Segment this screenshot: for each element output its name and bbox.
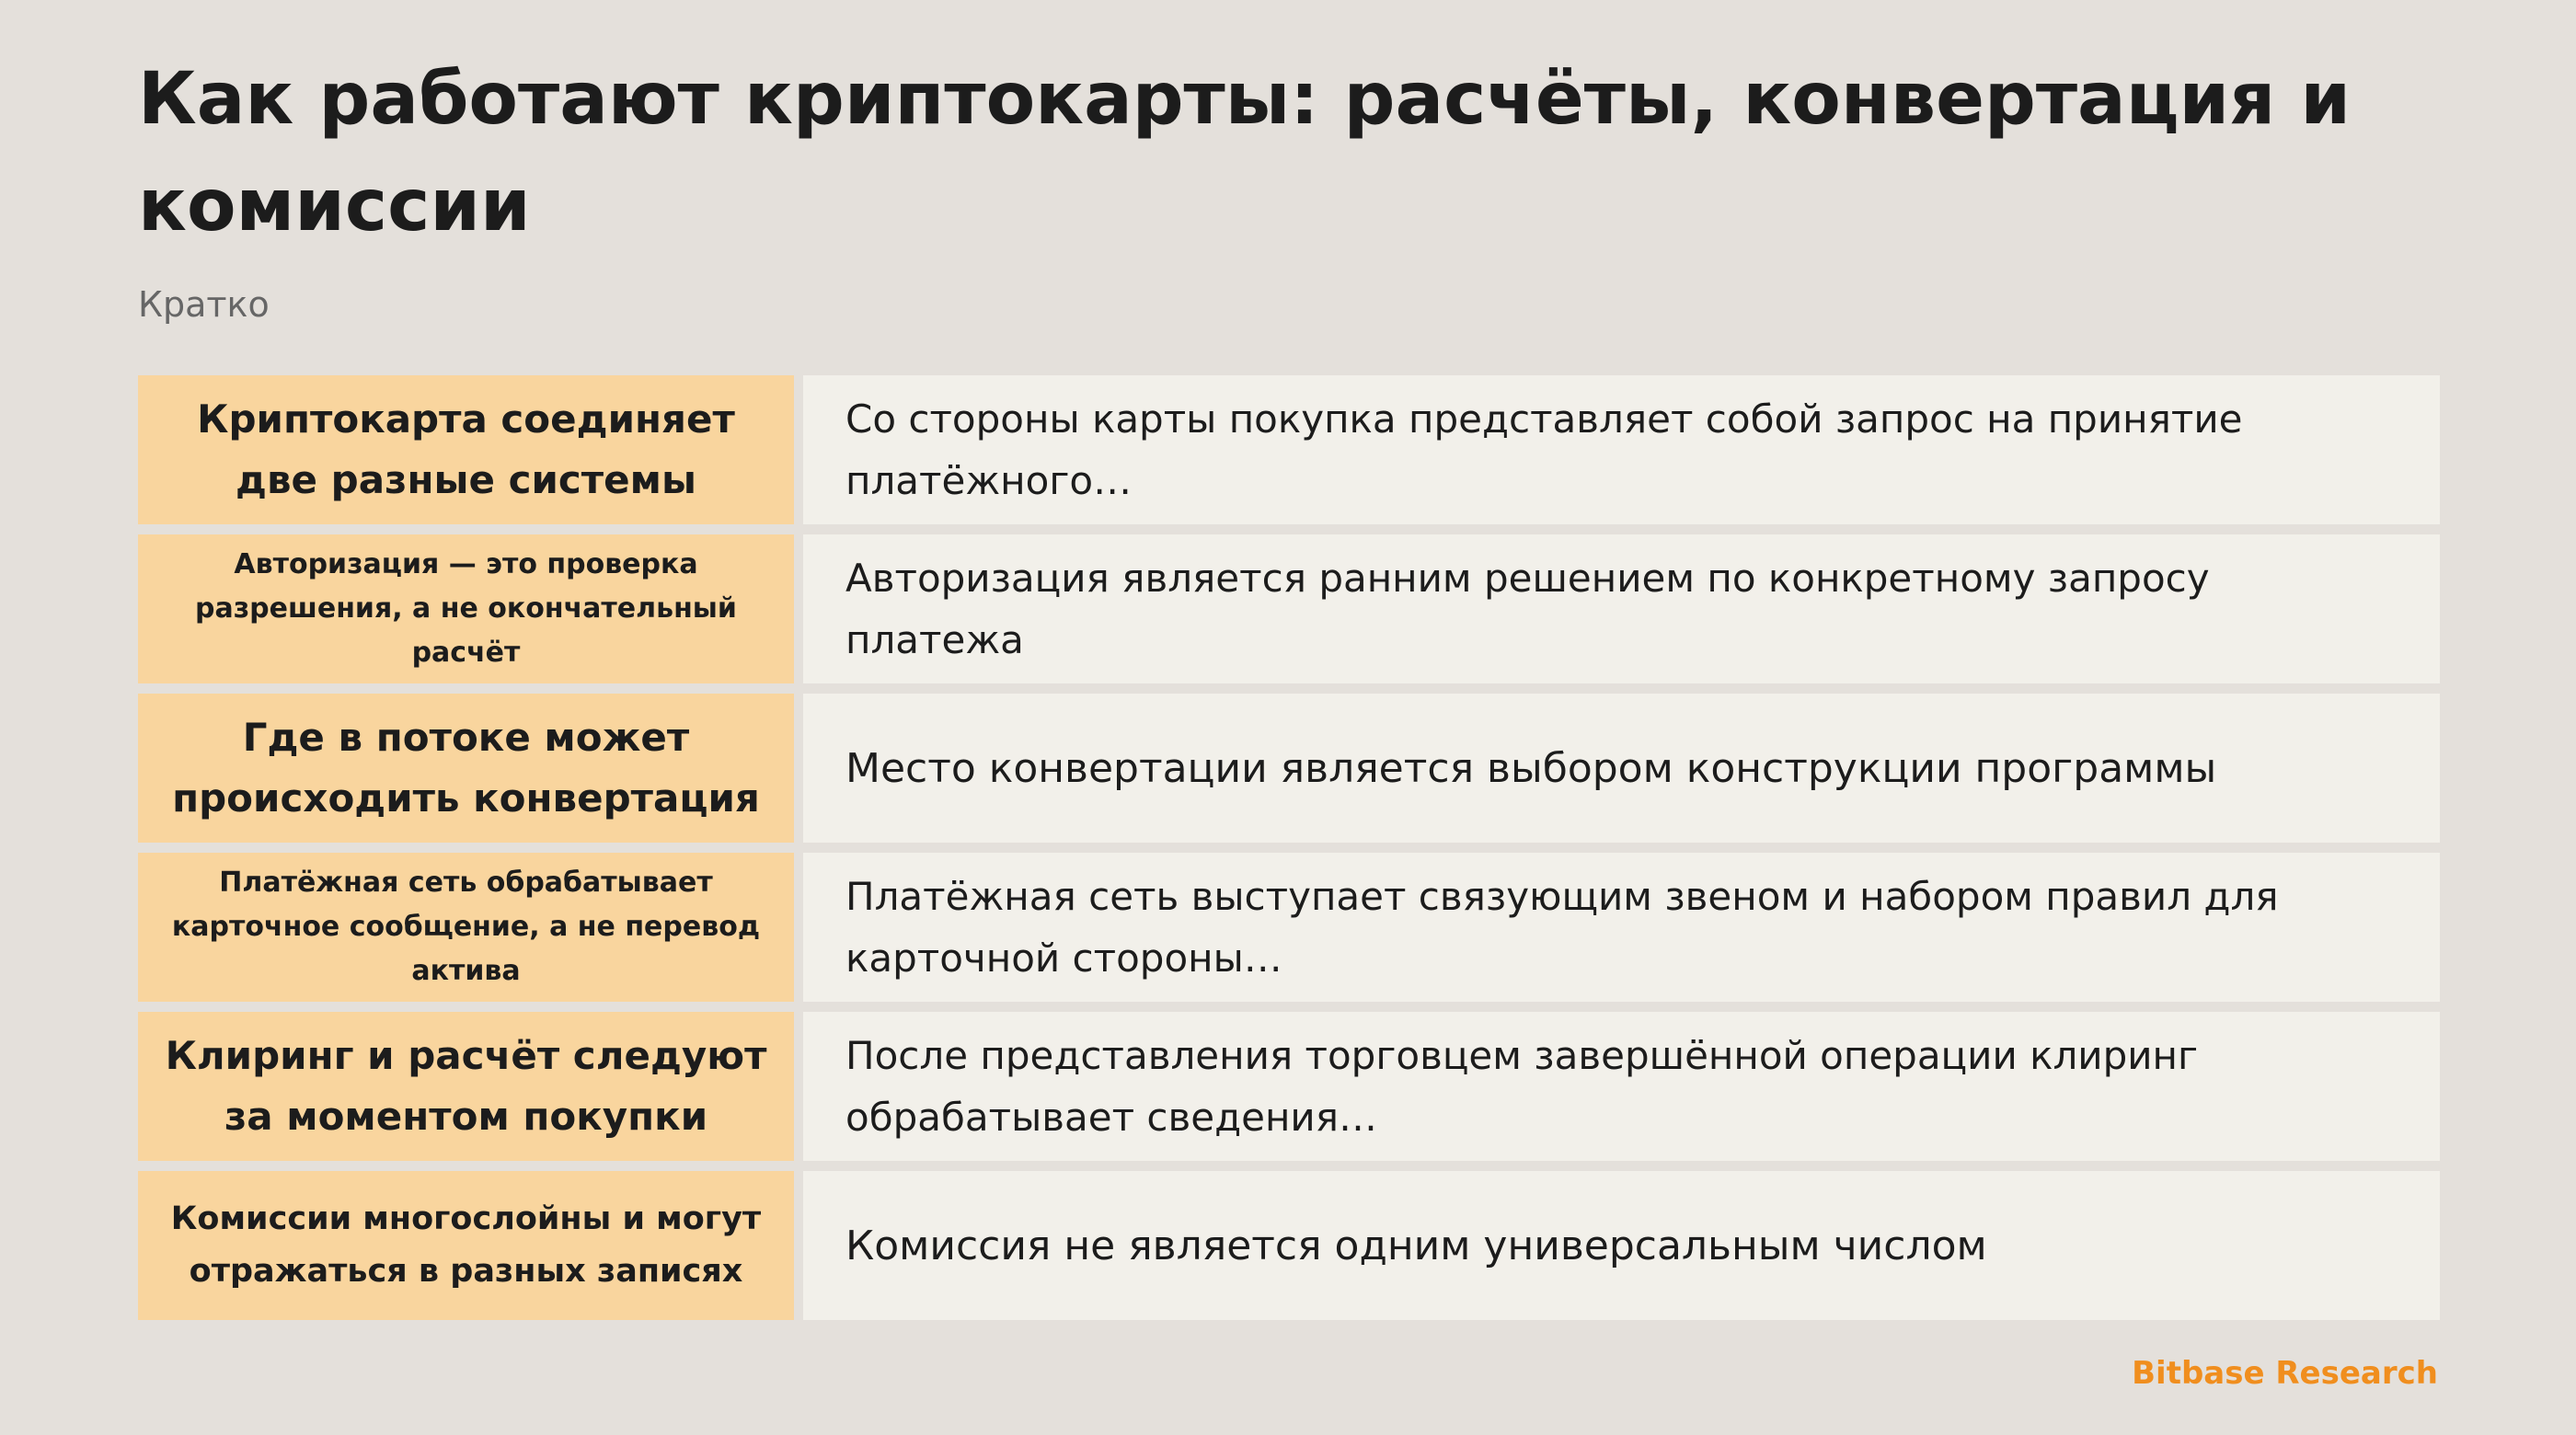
table-row [138, 375, 2440, 524]
row-heading: Где в потоке может происходить конвертация [138, 694, 794, 843]
row-text: Место конвертации является выбором конструкции программы [803, 694, 2440, 843]
row-text: Платёжная сеть выступает связующим звеном и набором правил для карточной стороны… [803, 853, 2440, 1002]
row-text: Комиссия не является одним универсальным числом [803, 1171, 2440, 1320]
row-heading: Платёжная сеть обрабатывает карточное сообщение, а не перевод актива [138, 853, 794, 1002]
page-title: Как работают криптокарты: расчёты, конвертация и комиссии [138, 58, 2352, 247]
row-text: После представления торговцем завершённой операции клиринг обрабатывает сведения… [803, 1012, 2440, 1161]
row-text: Со стороны карты покупка представляет собой запрос на принятие платёжного… [803, 375, 2440, 524]
row-text: Авторизация является ранним решением по конкретному запросу платежа [803, 534, 2440, 683]
table-row [138, 694, 2440, 843]
row-heading: Криптокарта соединяет две разные системы [138, 375, 794, 524]
row-heading: Авторизация — это проверка разрешения, а не окончательный расчёт [138, 534, 794, 683]
table-row [138, 1171, 2440, 1320]
brand-logo: Bitbase Research [2132, 1355, 2438, 1392]
row-heading: Клиринг и расчёт следуют за моментом покупки [138, 1012, 794, 1161]
table-row [138, 853, 2440, 1002]
row-heading: Комиссии многослойны и могут отражаться в разных записях [138, 1171, 794, 1320]
table-row [138, 1012, 2440, 1161]
table-row [138, 534, 2440, 683]
page-subtitle: Кратко [138, 284, 270, 325]
summary-table [138, 375, 2440, 1330]
